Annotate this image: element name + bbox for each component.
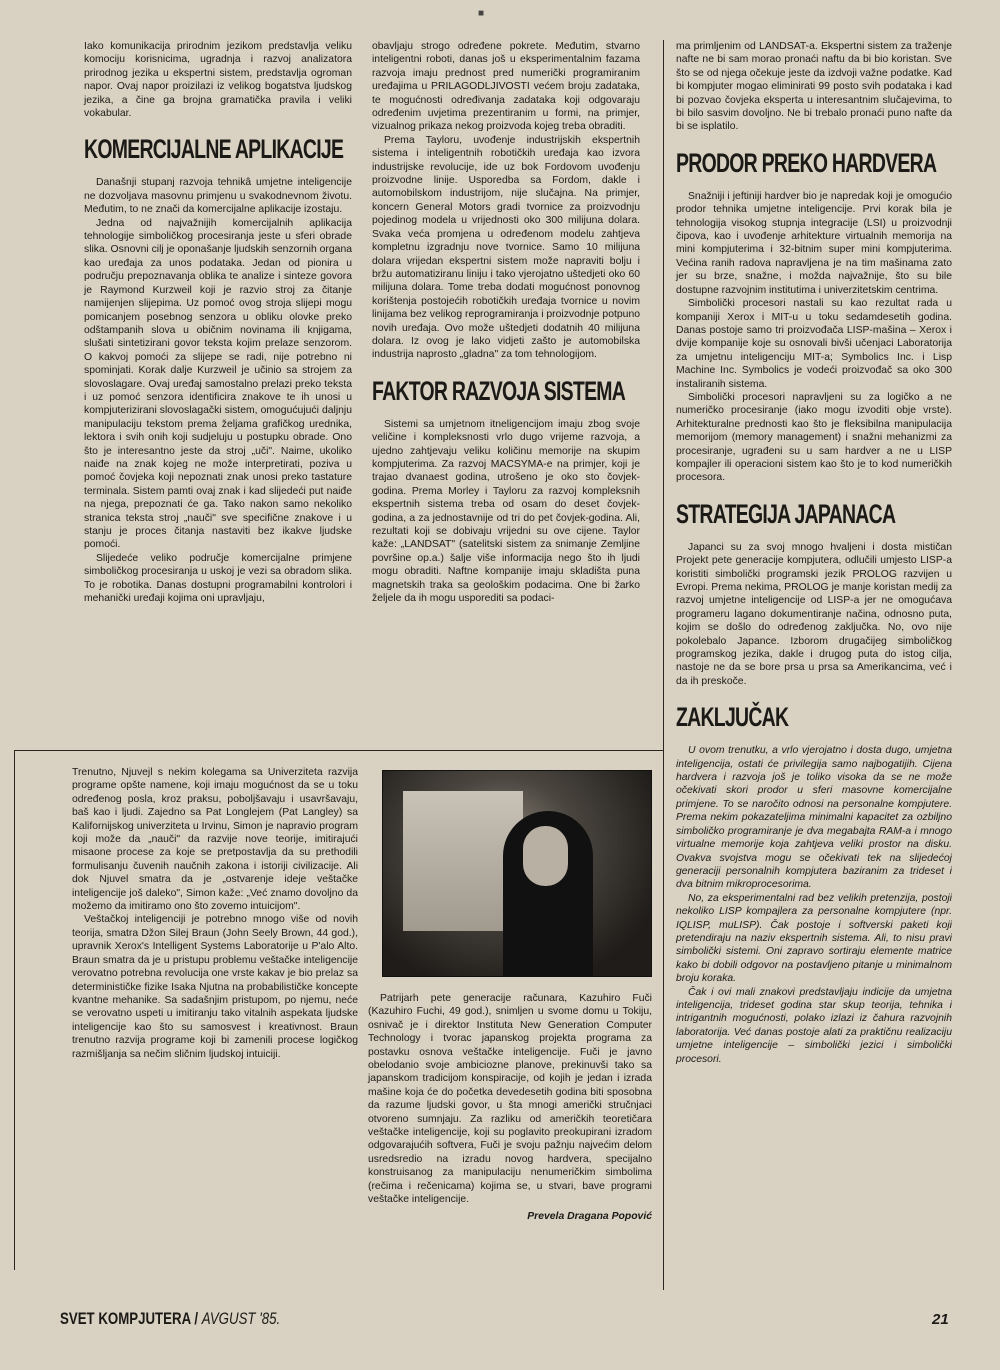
col2-paragraph-2: Prema Tayloru, uvođenje industrijskih ekspertnih sistema i inteligentnih robotičkih uređaja kao izvora industrijske revolucije, ide uz bok Fordovom uvođenju proizvodne linije. Usporedba sa Fordom, dakle i automobilskom industrijom, nije slučajna. Na primjer, koncern General Motors gradi tvornice za proizvodnju pojedinog modela u vrijednosti oko 300 milijuna dolara. Svaka veća promjena u određenom modelu zahtjeva kompletnu izgradnju nove tvornice. Samo 10 milijuna dolara vrijedan ekspertni sistem može napraviti bolju i bržu automatiziranu liniju i tako vjerojatno uštedjeti oko 60 milijuna dolara. Tome treba dodati mogućnost ponovnog korištenja postojećih robotičkih uređaja tvornice u novim linijama bez velikog reprogramiranja i proizvodnje potpuno novih uređaja. Ovo može uštedjeti dodatnih 40 milijuna dolara. Iz ovog je lako vidjeti zašto je automobilska industrija naprosto „gladna" za tom tehnologijom. xyxy=(372,134,640,361)
column-rule xyxy=(663,40,664,1290)
box-left-column xyxy=(72,766,358,1061)
box-left-rule xyxy=(14,750,15,1270)
col1-paragraph-2: Jedna od najvažnijih komercijalnih aplikacija tehnologije simboličkog procesiranja jeste u sferi obrade slika. Osnovni cilj je oponašanje ljudskih senzornih organa kao uređaja za unos podataka. Jedan od pionira u području prepoznavanja oblika te analize i sinteze govora je Raymond Kurzweil koji je razvio stroj za čitanje namijenjen slijepima. Uz pomoć ovog stroja slijepi mogu pomicanjem posebnog senzora u obliku olovke preko odštampanih slova u običnim novinama ili knjigama, slušati sintetizirani govor teksta kojim prelaze senzorom. O kakvoj pomoći za slijepe se radi, nije potrebno ni spominjati. Korak dalje Kurzweil je učinio sa strojem za slovoslagare. Ovaj uređaj samostalno prelazi preko teksta i uz pomoć senzora identificira znakove te ih unosi u kompjuterizirani slovoslagački sistem, omogućujući daljnju manipulaciju tekstom prema željama grafičkog urednika, lektora i svih onih koji sudjeluju u postupku obrade. Ono što je interesantno jeste da stroj „uči". Naime, ukoliko naiđe na znak kojeg ne može interpretirati, poziva u pomoć čovjeka koji nepoznati znak unosi preko tastature terminala. Sistem pamti ovaj znak i kad slijedeći put naiđe na njega, prepoznati će ga. Tako nakon samo nekoliko stranica teksta stroj „nauči" sve specifične znakove i u stanju je proces čitanja nastaviti bez ikakve ljudske pomoći. xyxy=(84,217,353,551)
column-2 xyxy=(372,40,640,605)
col1-paragraph-3: Slijedeće veliko područje komercijalne primjene simboličkog procesiranja u uskoj je vezi sa obradom slika. To je robotika. Danas dostupni programabilni kontrolori i mehanički uređaji kojima oni upravljaju, xyxy=(84,552,352,605)
box-paragraph-1: Trenutno, Njuvejl s nekim kolegama sa Univerziteta razvija programe opšte namene, koji imaju mogućnost da se u toku određenog posla, kroz praksu, poboljšavaju i usavršavaju, baš kao i ljudi. Zajedno sa Pat Longlejem (Pat Langley) sa Kalifornijskog univerziteta u Irvinu, Simon je napravio program koji može da „nauči" da razvije nove teorije, imitirajući misaone procese za koje se pretpostavlja da su prethodili formulisanju čuvenih naučnih zakona i istoriji civilizacije. Ali dok Njuvel smatra da je „ostvarenje ideje veštačke inteligencije još daleko", Simon kaže: „Već znamo dovoljno da možemo da imitiramo ono što zovemo intuicijom". xyxy=(72,767,358,913)
col2-paragraph-3: Sistemi sa umjetnom itneligencijom imaju zbog svoje veličine i kompleksnosti vrlo dugo vrijeme razvoja, a ujedno zahtjevaju veliku količinu memorije na skupim kompjuterima. Za razvoj MACSYMA-e na primjer, koji je trajao dvanaest godina, utrošeno je oko sto čovjek-godina. Prema Morley i Tayloru za razvoj kompleksnih ekspertnih sistema treba od osam do deset čovjek-godina, a za jednostavnije od tri do pet čovjek-godina. Ali, rezultati koji se dobivaju vrijedni su ove cijene. Taylor kaže: „LANDSAT" (satelitski sistem za snimanje Zemljine površine op.a.) šalje više informacija nego što ih ljudi mogu obraditi. Naftne kompanije imaju skladišta puna magnetskih traka sa geološkim podacima. One bi žarko željele da ih mogu usporediti sa podaci- xyxy=(372,418,640,605)
heading-faktor-razvoja-sistema: FAKTOR RAZVOJA SISTEMA xyxy=(372,375,626,406)
magazine-issue: AVGUST '85. xyxy=(201,1309,281,1328)
photo-face xyxy=(523,826,568,886)
column-1 xyxy=(84,40,352,605)
col3-paragraph-7: No, za eksperimentalni rad bez velikih pretenzija, postoji nekoliko LISP kompajlera za personalne kompjutere (npr. IQLISP, muLISP). Čak postoje i softverski paketi koji pretendiraju na naziv ekspertnih sistema. Ali, to nisu pravi simbolički sistemi. Oni zapravo sortiraju elemente matrice kako bi dobili odgovor na postavljeno pitanje u minimalnom broju koraka. xyxy=(676,892,952,985)
magazine-name: SVET KOMPJUTERA / xyxy=(60,1309,199,1328)
col3-paragraph-8: Čak i ovi mali znakovi predstavljaju indicije da umjetna inteligencija, trideset godina star skup teorija, tehnika i intrigantnih mogućnosti, polako izlazi iz čahura razvojnih laboratorija. Već danas postoje alati za praktičnu realizaciju umjetne inteligencije – simbolički jezici i simbolički procesori. xyxy=(676,986,952,1065)
box-paragraph-2: Veštačkoj inteligenciji je potrebno mnogo više od novih teorija, smatra Džon Silej Braun (John Seely Brown, 44 god.), upravnik Xerox's Intelligent Systems Laboratorije u P'alo Alto. Braun smatra da je u pristupu problemu veštačke inteligencije verovatno potrebna revolucija one vrste kakav je bio prelaz sa determinističke fizike Isaka Njutna na probabilističke koncepte kvantne mehanike. Sa sadašnjim pristupom, po njemu, neće se verovatno uspeti u imitiranju tako vitalnih aspekata ljudske inteligencije kao što su samosvest i kreativnost. Braun trenutno razvija programe koji bi zamenili procese logičkog razmišljanja sa nečim sličnim ljudskoj intuiciji. xyxy=(72,914,358,1060)
heading-strategija-japanaca: STRATEGIJA JAPANACA xyxy=(676,498,896,529)
column-3 xyxy=(676,40,952,1066)
col3-paragraph-5: Japanci su za svoj mnogo hvaljeni i dosta mističan Projekt pete generacije kompjutera, odlučili umjesto LISP-a koristiti simbolički programski jezik PROLOG razvijen u Evropi. Prema nekima, PROLOG je manje koristan medij za razvoj umjetne inteligencije od LISP-a jer ne omogućava programeru lagano dokumentiranje načina, odnosno puta, kojim se došlo do određenog zaključka. No, ovo nije pokolebalo Japance. Izborom drugačijeg simboličkog programskog jezika, dakle i drugog puta do istog cilja, nastoje ne da se bore prsa u prsa sa Amerikancima, već i da ih preskoče. xyxy=(676,541,952,687)
col3-paragraph-3: Simbolički procesori nastali su kao rezultat rada u kompaniji Xerox i MIT-u u toku sedamdesetih godina. Danas postoje samo tri proizvođača LISP-mašina – Xerox i dvije kompanije koje su osnovali bivši učenjaci Laboratorija za umjetnu inteligenciju MIT-a; Symbolics Inc. i Lisp Machine Inc. Symbolics je vodeći proizvođač sa oko 300 instaliranih sistema. xyxy=(676,298,952,390)
photo-caption: Patrijarh pete generacije računara, Kazuhiro Fuči (Kazuhiro Fuchi, 49 god.), snimljen u svome domu u Tokiju, osnivač je i direktor Instituta New Generation Computer Technology i tvorac japanskog projekta programa za postavku osnova veštačke inteligencije. Fuči je javno obelodanio svoje ambiciozne planove, prekinuvši tako sa japanskom tradicijom konspiracije, od kojih je jedan i izrada mašine koja će do početka devedesetih godina biti sposobna da razume ljudski govor, u šta mnogi američki stručnjaci otvoreno sumnjaju. Za razliku od američkih teoretičara veštačke inteligencije, koji su poglavito preokupirani izradom odgovarajućih softvera, Fuči je svoju pažnju najvećim delom usredsredio na izradu novog hardvera, specijalno konstruisanog za manipulaciju nenumeričkim simbolima (rečima i rečenicama) kojima se, u stvari, bave programi veštačke inteligencije. xyxy=(368,993,652,1206)
col3-paragraph-6: U ovom trenutku, a vrlo vjerojatno i dosta dugo, umjetna inteligencija, ostati će privilegija samo najbogatijih. Cijena hardvera i razvoja još je toliko visoka da se ne može očekivati skori prodor u sferi masovne komercijalne primjene. To se naročito odnosi na personalne kompjutere. Prema nekim pokazateljima minimalni kapacitet za ozbiljno simboličko programiranje je dva megabajta RAM-a i mnogo virtualne memorije koja zahtjeva veliki prostor na disku. Ovakva svojstva mogu se očekivati tek na slijedećoj generaciji personalnih kompjutera baziranim za trideset i dva bitnim mikroprocesorima. xyxy=(676,745,952,891)
portrait-photo xyxy=(382,770,652,977)
col2-paragraph-1: obavljaju strogo određene pokrete. Međutim, stvarno inteligentni roboti, danas još u eksperimentalnim fazama razvoja imaju prednost pred numerički programiranim uređajima u PRILAGODLJIVOSTI većem broju zadataka, te mogućnosti određivanja zadataka koji odgovaraju određenim uvjetima prezentiranim u formi, na primjer, vizualnog prikaza nekog proizvoda kojeg treba obraditi. xyxy=(372,41,640,133)
col1-paragraph-1: Današnji stupanj razvoja tehnikâ umjetne inteligencije ne dozvoljava masovnu primjenu u svakodnevnom životu. Međutim, to ne znači da komercijalne aplikacije izostaju. xyxy=(84,177,352,216)
col3-paragraph-2: Snažniji i jeftiniji hardver bio je napredak koji je omogućio prodor tehnika umjetne inteligencije. Prvi korak bila je tehnologija visokog stupnja integracije (LSI) u proizvodnji čipova, kao i uvođenje arhitekture virtualnih memorija na mini kompjuterima i 32-bitnim super mini kompjuterima. Većina ranih radova napravljena je na tim mašinama zato jer su brze, snažne, i možda najvažnije, što su bile dostupne razvojnim institutima i univerzitetskim centrima. xyxy=(676,190,952,296)
magazine-footer xyxy=(60,1309,280,1329)
heading-zakljucak: ZAKLJUČAK xyxy=(676,702,789,733)
col1-intro: Iako komunikacija prirodnim jezikom predstavlja veliku komociju korisnicima, ugradnja i razvoj analizatora prirodnog jezika u ekspertni sistem, predstavlja ogroman napor. Ovaj napor proizilazi iz velikog bogatstva ljudskog jezika, a čine ga brojna gramatička pravila i veliki vokabular. xyxy=(84,41,352,120)
page-number: 21 xyxy=(932,1311,949,1328)
box-caption xyxy=(368,992,652,1223)
page-mark: ■ xyxy=(478,8,485,19)
heading-komercijalne-aplikacije: KOMERCIJALNE APLIKACIJE xyxy=(84,134,344,165)
col3-paragraph-4: Simbolički procesori napravljeni su za logičko a ne numeričko procesiranje (iako mogu izvoditi obje vrste). Arhitekturalne prednosti kao što je fleksibilna manipulacija memorijom (memory management) i snažni mehanizmi za procesiranje, ugrađeni su u sam hardver a ne u LISP kompajler ili operacioni sistem kao što je to kod numeričkih procesora. xyxy=(676,391,952,484)
translator-credit: Prevela Dragana Popović xyxy=(527,1210,652,1222)
box-top-rule xyxy=(14,750,664,751)
col3-paragraph-1: ma primljenim od LANDSAT-a. Ekspertni sistem za traženje nafte ne bi sam morao pronaći naftu da bi bio koristan. Sve što se od njega očekuje jeste da izdvoji važne podatke. Kad bi kompjuter mogao eliminirati 99 posto svih podataka i kad bi pozvao čovjeka eksperta u interesantnim slučajevima, to bi bilo sasvim dovoljno. Ne bi trebalo pronaći puno nafte da bi se isplatilo. xyxy=(676,41,952,133)
heading-prodor-preko-hardvera: PRODOR PREKO HARDVERA xyxy=(676,147,937,178)
